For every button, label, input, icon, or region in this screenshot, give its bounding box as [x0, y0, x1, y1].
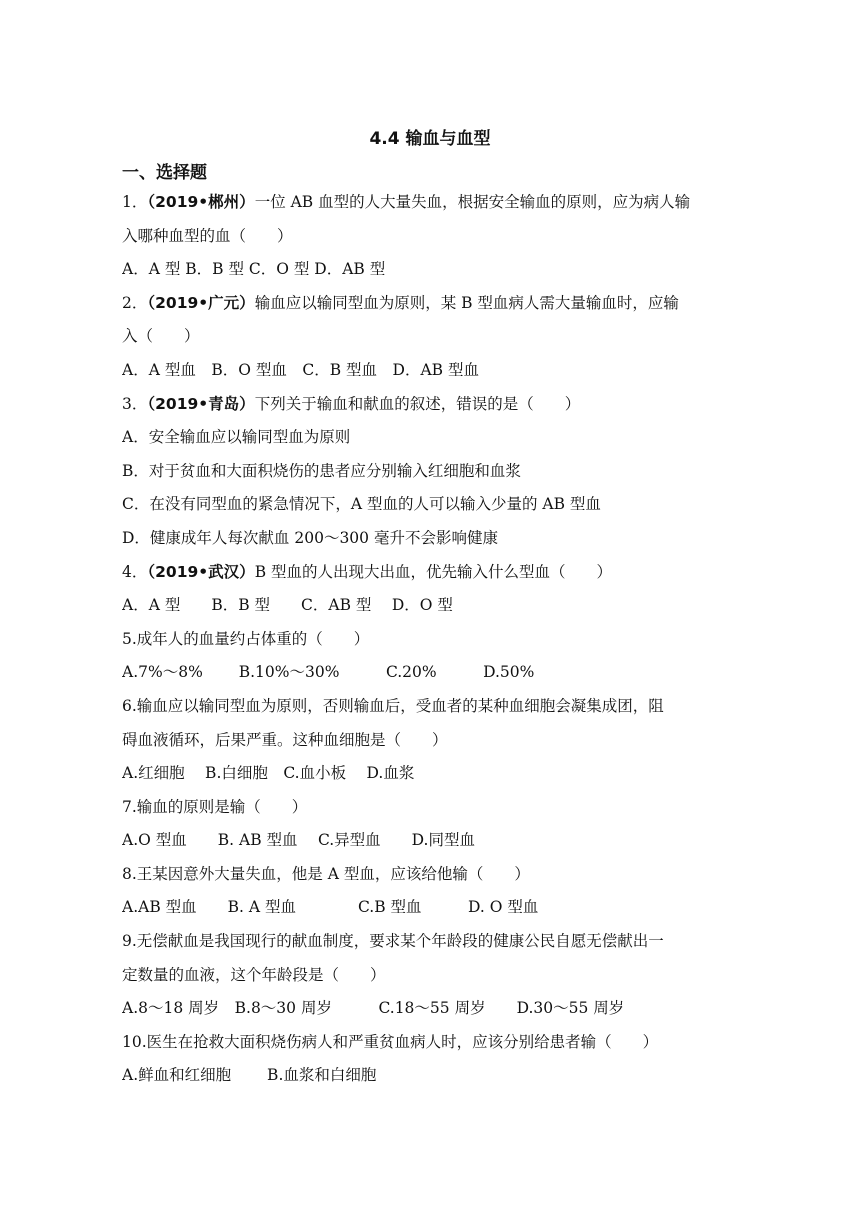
question-3-option-b: B．对于贫血和大面积烧伤的患者应分别输入红细胞和血浆 — [122, 461, 521, 480]
question-9-stem-cont: 定数量的血液，这个年龄段是（ ） — [122, 965, 386, 984]
question-1-stem — [122, 186, 742, 220]
question-text: 一位 AB 血型的人大量失血，根据安全输血的原则，应为病人输 — [254, 193, 691, 211]
question-number: 1． — [122, 193, 148, 211]
question-text: 下列关于输血和献血的叙述，错误的是（ ） — [254, 394, 581, 413]
question-5-stem: 5.成年人的血量约占体重的（ ） — [122, 629, 370, 648]
question-source: （2019•广元） — [147, 293, 255, 312]
question-1-options: A．A 型 B．B 型 C．O 型 D．AB 型 — [122, 260, 386, 279]
question-6-options: A.红细胞 B.白细胞 C.血小板 D.血浆 — [122, 764, 415, 783]
page-title: 4.4 输血与血型 — [369, 129, 491, 149]
question-10-options: A.鲜血和红细胞 B.血浆和白细胞 — [122, 1066, 377, 1085]
question-3-option-d: D．健康成年人每次献血 200～300 毫升不会影响健康 — [122, 528, 498, 547]
question-8-options: A.AB 型血 B. A 型血 C.B 型血 D. O 型血 — [122, 898, 539, 917]
question-source: （2019•武汉） — [147, 562, 255, 581]
question-list — [122, 186, 742, 1093]
question-3-option-c: C．在没有同型血的紧急情况下，A 型血的人可以输入少量的 AB 型血 — [122, 495, 601, 514]
section-heading: 一、选择题 — [122, 163, 207, 183]
question-5-options: A.7%～8% B.10%～30% C.20% D.50% — [122, 663, 535, 682]
question-9-stem: 9.无偿献血是我国现行的献血制度，要求某个年龄段的健康公民自愿无偿献出一 — [122, 932, 664, 951]
question-source: （2019•郴州） — [147, 193, 255, 211]
question-number: 3． — [122, 394, 148, 413]
question-4-options: A．A 型 B．B 型 C．AB 型 D．O 型 — [122, 596, 453, 615]
question-1-stem-cont: 入哪种血型的血（ ） — [122, 226, 293, 245]
question-10-stem: 10.医生在抢救大面积烧伤病人和严重贫血病人时，应该分别给患者输（ ） — [122, 1032, 659, 1051]
question-text: 输血应以输同型血为原则，某 B 型血病人需大量输血时，应输 — [254, 293, 679, 312]
question-3-stem — [122, 388, 742, 422]
question-6-stem-cont: 碍血液循环，后果严重。这种血细胞是（ ） — [122, 730, 448, 749]
question-2-stem-cont: 入（ ） — [122, 327, 200, 346]
question-9-options: A.8～18 周岁 B.8～30 周岁 C.18～55 周岁 D.30～55 周岁 — [122, 999, 625, 1018]
question-7-options: A.O 型血 B. AB 型血 C.异型血 D.同型血 — [122, 831, 475, 850]
question-number: 2． — [122, 293, 148, 312]
question-4-stem — [122, 556, 742, 590]
question-number: 4． — [122, 562, 148, 581]
question-7-stem: 7.输血的原则是输（ ） — [122, 797, 308, 816]
question-8-stem: 8.王某因意外大量失血，他是 A 型血，应该给他输（ ） — [122, 864, 530, 883]
question-3-option-a: A．安全输血应以输同型血为原则 — [122, 428, 351, 447]
question-2-stem — [122, 287, 742, 321]
question-6-stem: 6.输血应以输同型血为原则，否则输血后，受血者的某种血细胞会凝集成团，阻 — [122, 696, 664, 715]
question-source: （2019•青岛） — [147, 394, 255, 413]
question-2-options: A．A 型血 B．O 型血 C．B 型血 D．AB 型血 — [122, 360, 479, 379]
question-text: B 型血的人出现大出血，优先输入什么型血（ ） — [254, 562, 613, 581]
